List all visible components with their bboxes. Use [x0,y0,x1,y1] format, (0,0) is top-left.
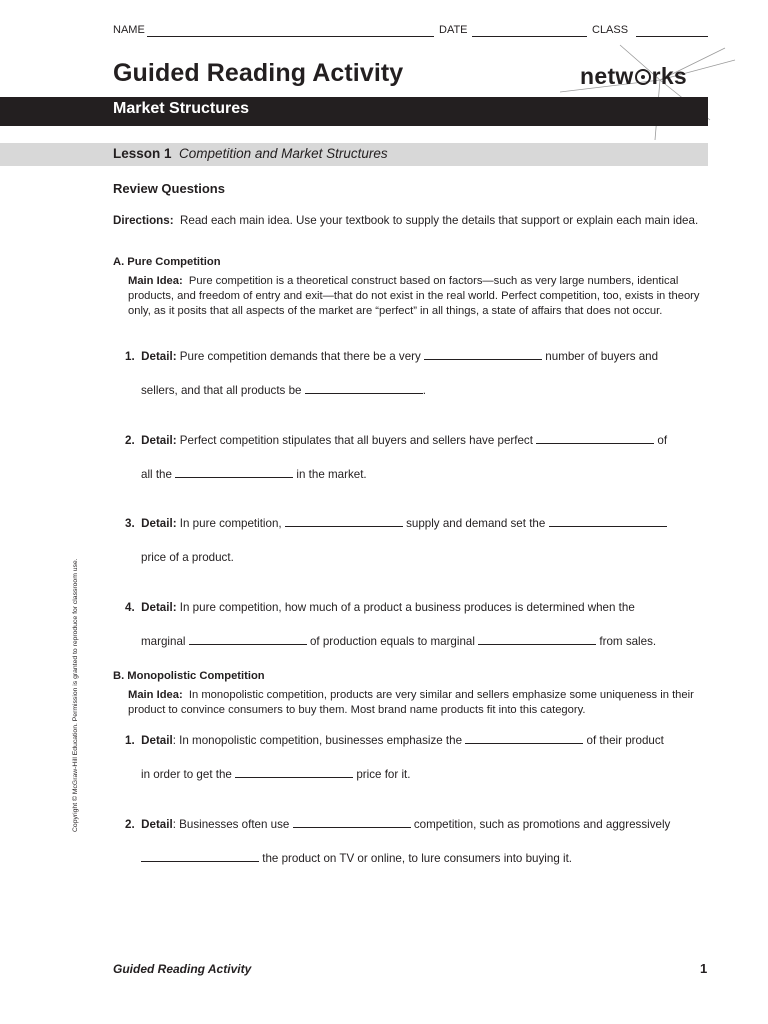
detail-text: in the market. [296,468,367,481]
directions-label: Directions: [113,214,174,227]
networks-logo [580,63,687,90]
detail-text: : In monopolistic competition, businesses emphasize the [172,734,463,747]
page-title: Guided Reading Activity [113,59,404,87]
logo-o-icon [635,69,651,85]
detail-text: competition, such as promotions and aggressively [413,818,671,831]
section-b-heading: B. Monopolistic Competition [113,670,265,682]
main-idea-text: In monopolistic competition, products are very similar and sellers emphasize some uniqueness in their product to convince consumers to buy them. Most brand name products fit into this category. [128,689,694,716]
copyright-text: Copyright © McGraw-Hill Education. Permission is granted to reproduce for classroom use. [72,558,79,832]
footer-title: Guided Reading Activity [113,962,252,976]
section-a-main-idea [128,274,708,319]
class-label: CLASS [592,24,629,36]
name-field[interactable] [147,36,434,37]
detail-a2-cont [141,467,708,483]
date-field[interactable] [472,36,587,37]
detail-a3-cont [141,550,708,566]
detail-b2-cont [141,851,708,867]
detail-a1 [125,349,708,365]
main-idea-label: Main Idea: [128,275,183,287]
main-idea-text: Pure competition is a theoretical construct based on factors—such as very large numbers, identical products, and freedom of entry and exit—that do not exist in the real world. Perfect competition, too, exists in theory only, as it posits that all aspects of the market are “perfect” in all things, a state of affairs that does not occur. [128,275,700,317]
answer-blank[interactable] [305,383,423,394]
detail-label: Detail [141,734,173,747]
detail-text: sellers, and that all products be [141,384,302,397]
logo-text-start: netw [580,63,634,89]
detail-a3 [125,516,708,532]
detail-number: 3. [125,517,135,530]
answer-blank[interactable] [285,516,403,527]
answer-blank[interactable] [235,767,353,778]
copyright-notice [72,540,84,832]
detail-a4 [125,600,708,616]
detail-label: Detail: [141,517,177,530]
student-info-line [113,24,708,40]
detail-a4-cont [141,634,708,650]
detail-label: Detail: [141,350,177,363]
logo-text-end: rks [651,63,688,89]
unit-title: Market Structures [113,100,250,117]
name-label: NAME [113,24,145,36]
answer-blank[interactable] [141,851,259,862]
detail-number: 4. [125,601,135,614]
detail-text: all the [141,468,172,481]
detail-text: in order to get the [141,768,232,781]
detail-text: : Businesses often use [172,818,290,831]
detail-text: Pure competition demands that there be a very [179,350,421,363]
detail-text: Perfect competition stipulates that all buyers and sellers have perfect [179,434,533,447]
review-heading: Review Questions [113,181,225,196]
lesson-title [113,146,388,161]
answer-blank[interactable] [465,733,583,744]
detail-text: of [657,434,668,447]
detail-number: 2. [125,434,135,447]
answer-blank[interactable] [189,634,307,645]
answer-blank[interactable] [478,634,596,645]
detail-text: of production equals to marginal [309,635,475,648]
detail-label: Detail: [141,434,177,447]
answer-blank[interactable] [536,433,654,444]
detail-text: number of buyers and [545,350,659,363]
detail-text: supply and demand set the [406,517,546,530]
detail-number: 2. [125,818,135,831]
detail-b1-cont [141,767,708,783]
unit-title-bar [0,97,708,126]
detail-a2 [125,433,708,449]
detail-text: of their product [586,734,664,747]
class-field[interactable] [636,36,708,37]
logo-swoosh-icon [560,40,740,150]
answer-blank[interactable] [293,817,411,828]
answer-blank[interactable] [175,467,293,478]
directions-text: Read each main idea. Use your textbook to supply the details that support or explain each main idea. [180,214,699,227]
detail-text: marginal [141,635,186,648]
detail-number: 1. [125,734,135,747]
detail-text: . [422,384,426,397]
detail-text: the product on TV or online, to lure consumers into buying it. [262,852,573,865]
directions [113,213,708,229]
detail-text: In pure competition, [179,517,282,530]
detail-text: price for it. [356,768,411,781]
detail-b1 [125,733,708,749]
answer-blank[interactable] [549,516,667,527]
lesson-name: Competition and Market Structures [179,146,388,161]
main-idea-label: Main Idea: [128,689,183,701]
detail-label: Detail: [141,601,177,614]
section-b-main-idea [128,688,708,718]
detail-a1-cont [141,383,708,399]
date-label: DATE [439,24,468,36]
answer-blank[interactable] [424,349,542,360]
detail-number: 1. [125,350,135,363]
lesson-number: Lesson 1 [113,146,172,161]
detail-text: from sales. [599,635,657,648]
detail-text: price of a product. [141,551,234,564]
detail-b2 [125,817,708,833]
section-a-heading: A. Pure Competition [113,256,221,268]
detail-text: In pure competition, how much of a product a business produces is determined when the [179,601,635,614]
detail-label: Detail [141,818,173,831]
page-number: 1 [700,961,708,976]
